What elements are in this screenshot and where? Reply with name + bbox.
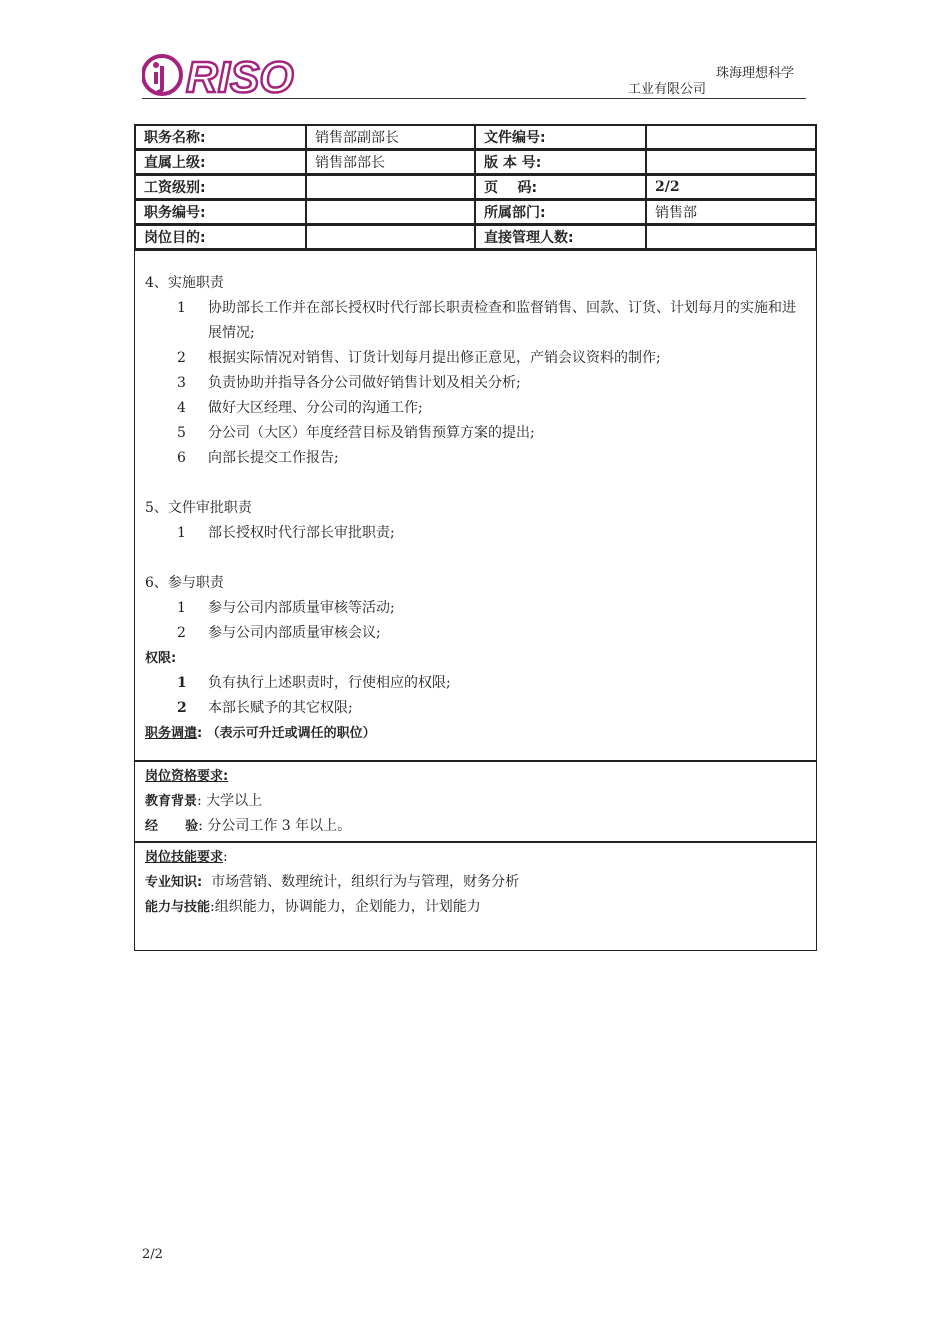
item-text: 负有执行上述职责时，行使相应的权限;	[208, 675, 451, 691]
company-name	[628, 66, 794, 98]
item-number: 4	[177, 400, 186, 416]
section4-title: 4、实施职责	[145, 275, 224, 291]
item-number: 2	[177, 625, 186, 641]
meta-value	[646, 225, 816, 250]
skills-title: 岗位技能要求	[145, 850, 224, 865]
item-number: 3	[177, 375, 186, 391]
meta-label: 版 本 号:	[475, 150, 646, 175]
meta-row	[135, 150, 816, 175]
meta-value	[306, 200, 475, 225]
skills-section: 岗位技能要求: 专业知识: 市场营销、数理统计，组织行为与管理，财务分析 能力与技能:组织能力，协调能力，企划能力，计划能力	[135, 841, 816, 950]
item-number: 1	[177, 600, 186, 616]
item-number: 6	[177, 450, 186, 466]
riso-logo	[142, 52, 302, 98]
knowledge-row	[145, 870, 808, 895]
knowledge-value: 市场营销、数理统计，组织行为与管理，财务分析	[211, 874, 520, 890]
meta-label: 所属部门:	[475, 200, 646, 225]
ability-row: 能力与技能:组织能力，协调能力，企划能力，计划能力	[145, 899, 481, 915]
meta-label: 文件编号:	[475, 125, 646, 150]
meta-value	[306, 225, 475, 250]
meta-label: 岗位目的:	[135, 225, 306, 250]
item-text: 做好大区经理、分公司的沟通工作;	[208, 400, 423, 416]
list-item	[145, 621, 808, 646]
meta-value	[306, 175, 475, 200]
list-item	[145, 521, 808, 546]
transfer-colon: :	[197, 726, 203, 741]
duties-section	[135, 250, 816, 760]
meta-label: 直接管理人数:	[475, 225, 646, 250]
education-row: 教育背景: 大学以上	[145, 793, 263, 809]
meta-value: 销售部副部长	[306, 125, 475, 150]
education-label: 教育背景	[145, 794, 198, 809]
meta-label: 工资级别:	[135, 175, 306, 200]
list-item	[145, 671, 808, 696]
list-item	[145, 296, 808, 346]
meta-table	[135, 125, 816, 250]
item-number: 1	[177, 675, 187, 691]
item-number: 5	[177, 425, 186, 441]
meta-label: 页 码:	[475, 175, 646, 200]
transfer-note: （表示可升迁或调任的职位）	[206, 726, 376, 741]
item-number: 1	[177, 525, 186, 541]
item-text: 负责协助并指导各分公司做好销售计划及相关分析;	[208, 375, 521, 391]
section5-title: 5、文件审批职责	[145, 500, 252, 516]
ability-value: 组织能力，协调能力，企划能力，计划能力	[214, 899, 481, 915]
experience-value: 分公司工作 3 年以上。	[207, 818, 352, 834]
meta-label: 职务编号:	[135, 200, 306, 225]
logo-wordmark: RISO	[186, 53, 294, 98]
item-text: 根据实际情况对销售、订货计划每月提出修正意见，产销会议资料的制作;	[208, 350, 661, 366]
item-text: 参与公司内部质量审核等活动;	[208, 600, 395, 616]
qualifications-title: 岗位资格要求:	[145, 769, 229, 784]
meta-label: 直属上级:	[135, 150, 306, 175]
meta-row	[135, 125, 816, 150]
experience-label: 经 验	[145, 819, 199, 834]
ability-label: 能力与技能	[145, 900, 211, 915]
item-number: 2	[177, 700, 187, 716]
item-text: 向部长提交工作报告;	[208, 450, 339, 466]
item-text: 协助部长工作并在部长授权时代行部长职责检查和监督销售、回款、订货、计划每月的实施和进展情况;	[208, 300, 796, 341]
meta-value: 2/2	[646, 175, 816, 200]
list-item	[145, 346, 808, 371]
transfer-line	[145, 721, 808, 746]
item-number: 2	[177, 350, 186, 366]
list-item	[145, 596, 808, 621]
list-item	[145, 396, 808, 421]
experience-row: 经 验: 分公司工作 3 年以上。	[145, 818, 352, 834]
qualifications-section	[135, 760, 816, 841]
list-item	[145, 371, 808, 396]
meta-value: 销售部部长	[306, 150, 475, 175]
company-name-line1: 珠海理想科学	[715, 66, 794, 81]
transfer-label: 职务调遣	[145, 726, 198, 741]
footer-page-number: 2/2	[142, 1247, 163, 1262]
list-item	[145, 446, 808, 471]
section6-title: 6、参与职责	[145, 575, 224, 591]
meta-value	[646, 150, 816, 175]
meta-label: 职务名称:	[135, 125, 306, 150]
job-description-form	[134, 124, 817, 951]
meta-value	[646, 125, 816, 150]
meta-value: 销售部	[646, 200, 816, 225]
item-text: 分公司（大区）年度经营目标及销售预算方案的提出;	[208, 425, 535, 441]
company-name-line2: 工业有限公司	[627, 82, 706, 97]
authority-title: 权限:	[145, 651, 177, 666]
item-text: 部长授权时代行部长审批职责;	[208, 525, 395, 541]
item-number: 1	[177, 300, 186, 316]
header-rule	[142, 98, 806, 99]
knowledge-label: 专业知识:	[145, 875, 203, 890]
list-item	[145, 696, 808, 721]
meta-row	[135, 175, 816, 200]
list-item	[145, 421, 808, 446]
meta-row	[135, 225, 816, 250]
education-value: 大学以上	[206, 793, 263, 809]
item-text: 本部长赋予的其它权限;	[208, 700, 353, 716]
item-text: 参与公司内部质量审核会议;	[208, 625, 381, 641]
meta-row	[135, 200, 816, 225]
